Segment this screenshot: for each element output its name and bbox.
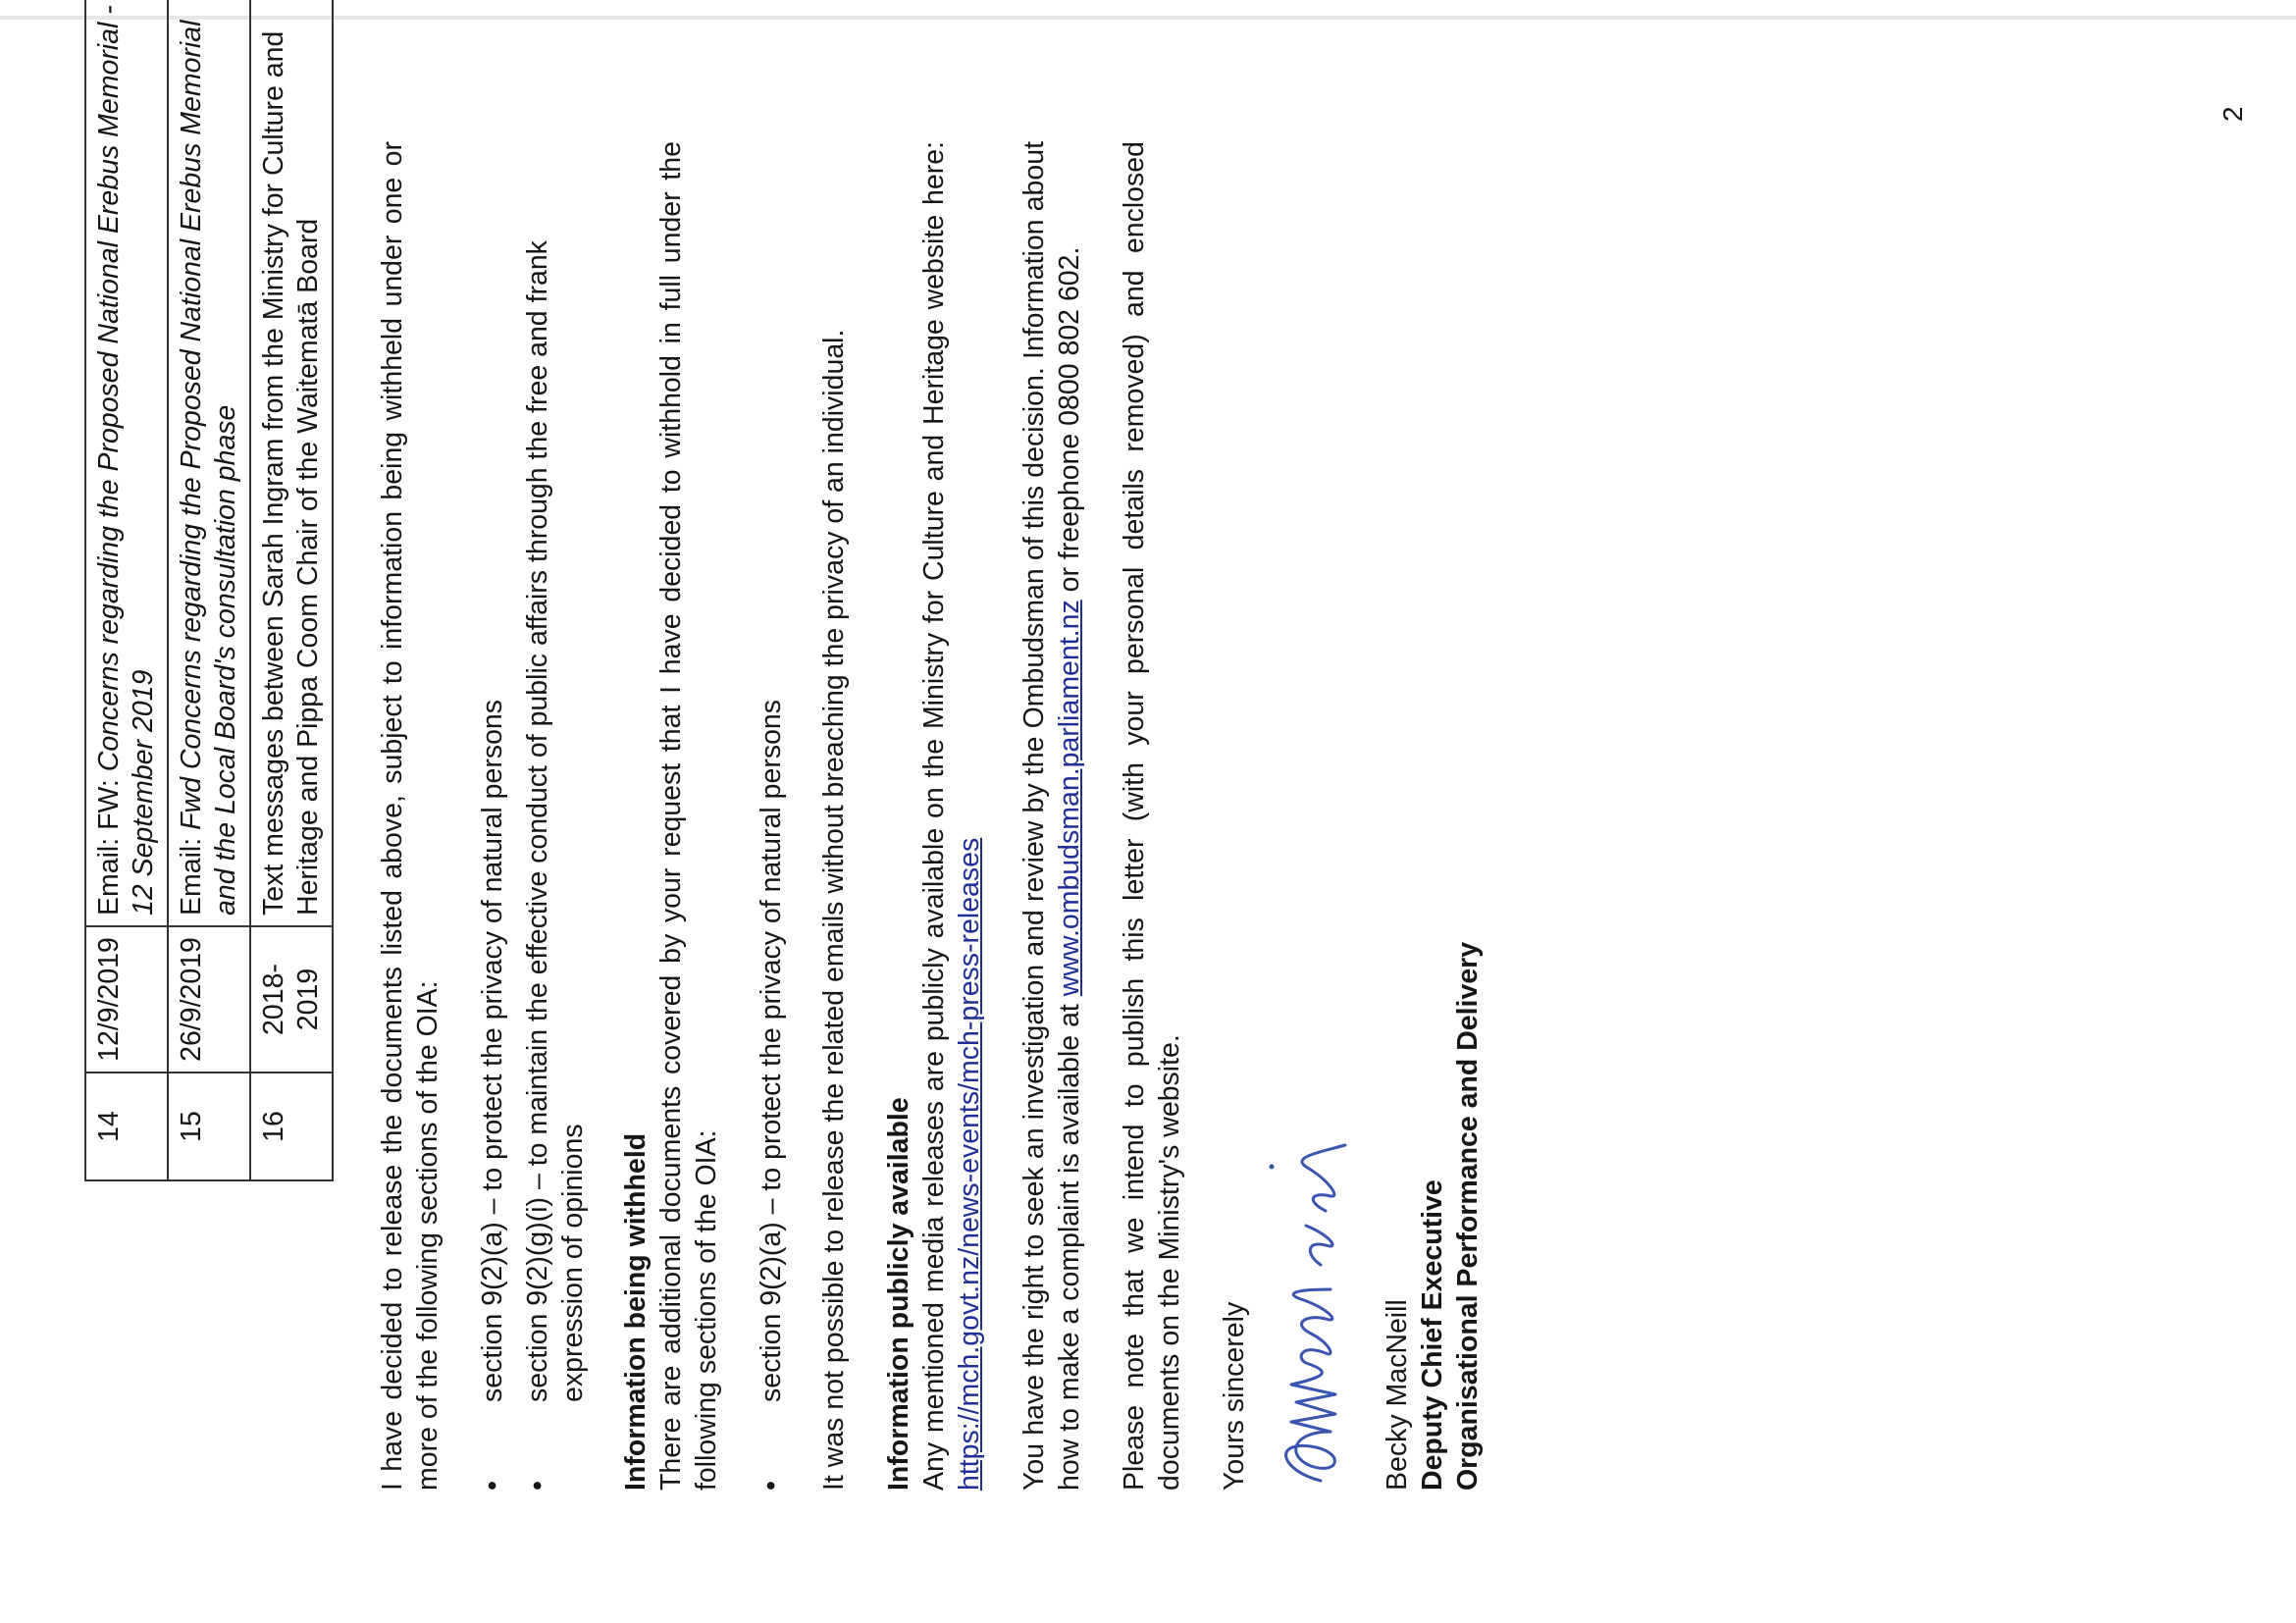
- public-heading: Information publicly available: [883, 1097, 914, 1491]
- signature-block: [1217, 141, 1486, 1491]
- ombudsman-text-after: or freephone 0800 802 602.: [1054, 246, 1085, 601]
- ombudsman-paragraph: [1017, 141, 1087, 1491]
- ombudsman-link[interactable]: www.ombudsman.parliament.nz: [1054, 600, 1085, 997]
- ombudsman-text: You have the right to seek an investigation and review by the Ombudsman of this decision. Information about how to make a complaint is available at: [1018, 141, 1085, 1491]
- table-row: [85, 0, 168, 1180]
- signer-unit: Organisational Performance and Delivery: [1452, 941, 1484, 1491]
- withheld-note: It was not possible to release the related emails without breaching the privacy of an individual.: [818, 329, 850, 1491]
- documents-table: [84, 0, 334, 1181]
- doc-number: 14: [85, 1073, 168, 1180]
- letter-body: [84, 5, 1486, 1491]
- desc-italic: Fwd Concerns regarding the Proposed National Erebus Memorial and the Local Board's consultation phase: [176, 20, 241, 916]
- doc-number: 16: [250, 1073, 333, 1180]
- publish-note: Please note that we intend to publish this letter (with your personal details removed) and enclosed documents on the Ministry's website.: [1119, 141, 1185, 1491]
- doc-description: [168, 0, 250, 926]
- signer-title: Deputy Chief Executive: [1417, 1179, 1448, 1491]
- withheld-sections-list: [754, 141, 789, 1491]
- doc-date: 12/9/2019: [85, 926, 168, 1073]
- doc-description: [85, 0, 168, 926]
- closing-text: Yours sincerely: [1219, 1301, 1250, 1491]
- signer-name: Becky MacNeill: [1382, 1299, 1413, 1491]
- page-edge: [0, 16, 2296, 20]
- list-item: • section 9(2)(g)(i) – to maintain the effective conduct of public affairs through the free and frank expression of opinions: [520, 141, 591, 1491]
- withheld-paragraph: There are additional documents covered by your request that I have decided to withhold in full under the following sections of the OIA:: [655, 141, 722, 1491]
- public-paragraph: [916, 141, 987, 1491]
- table-row: [168, 0, 250, 1180]
- page-number: 2: [2218, 106, 2248, 122]
- list-item: • section 9(2)(a) – to protect the privacy of natural persons: [475, 141, 510, 1491]
- public-text: Any mentioned media releases are publicly available on the Ministry for Culture and Heritage website here:: [918, 141, 950, 1491]
- desc-prefix: Email: FW:: [93, 771, 125, 916]
- doc-description: [250, 0, 333, 926]
- doc-date: 26/9/2019: [168, 926, 250, 1073]
- doc-date: 2018-2019: [250, 926, 333, 1073]
- table-row: [250, 0, 333, 1180]
- desc-prefix: Email:: [176, 829, 207, 916]
- desc-italic: Concerns regarding the Proposed National Erebus Memorial - 12 September 2019: [93, 5, 159, 916]
- withheld-heading: Information being withheld: [620, 1132, 652, 1491]
- release-sections-list: [475, 141, 591, 1491]
- mch-press-releases-link[interactable]: https://mch.govt.nz/news-events/mch-press-releases: [954, 837, 985, 1491]
- release-paragraph: I have decided to release the documents listed above, subject to information being withheld under one or more of the following sections of the OIA:: [377, 141, 444, 1491]
- list-item: • section 9(2)(a) – to protect the privacy of natural persons: [754, 141, 789, 1491]
- handwritten-signature: [1252, 1137, 1370, 1491]
- desc-prefix: Text messages between Sarah Ingram from the Ministry for Culture and Heritage and Pippa Coom Chair of the Waitematā Board: [258, 30, 324, 916]
- doc-number: 15: [168, 1073, 250, 1180]
